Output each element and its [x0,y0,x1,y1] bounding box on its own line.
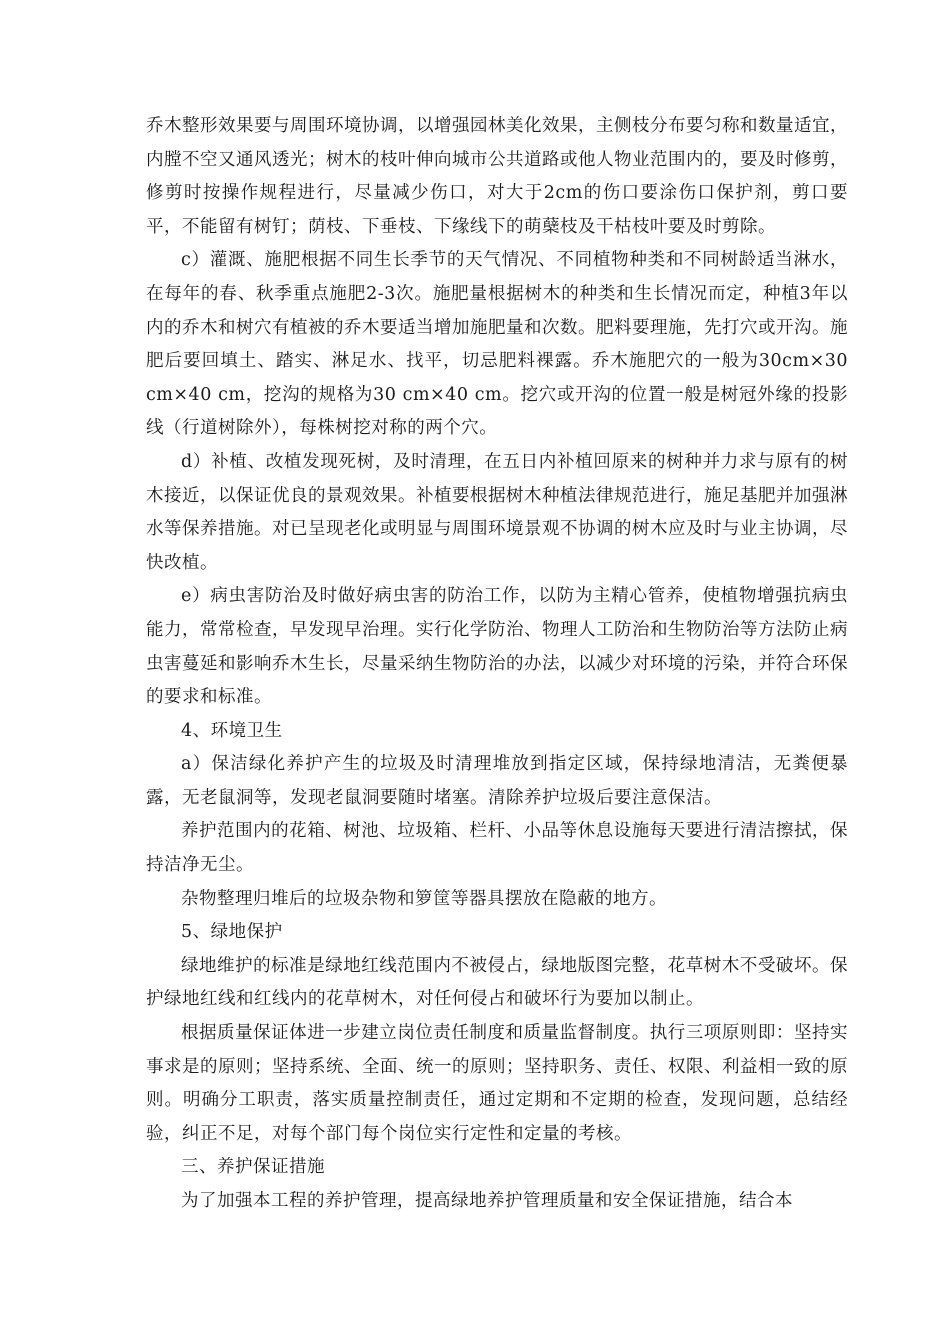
section-heading-maintenance-measures: 三、养护保证措施 [181,1157,325,1178]
paragraph-quality-system: 根据质量保证体进一步建立岗位责任制度和质量监督制度。执行三项原则即：坚持实事求是的原则；坚持系统、全面、统一的原则；坚持职务、责任、权限、利益相一致的原则。明确分工职责，落实质量控制责任，通过定期和不定期的检查，发现问题，总结经验，纠正不足，对每个部门每个岗位实行定性和定量的考核。 [146,1023,848,1144]
paragraph-replanting: d）补植、改植发现死树，及时清理，在五日内补植回原来的树种并力求与原有的树木接近，以保证优良的景观效果。补植要根据树木种植法律规范进行，施足基肥并加强淋水等保养措施。对已呈现老化或明显与周围环境景观不协调的树木应及时与业主协调，尽快改植。 [146,451,848,573]
document-page [146,110,848,1219]
paragraph-irrigation-fertilization: c）灌溉、施肥根据不同生长季节的天气情况、不同植物种类和不同树龄适当淋水，在每年的春、秋季重点施肥2-3次。施肥量根据树木的种类和生长情况而定，种植3年以内的乔木和树穴有植被的乔木要适当增加施肥量和次数。肥料要理施，先打穴或开沟。施肥后要回填土、踏实、淋足水、找平，切忌肥料裸露。乔木施肥穴的一般为30cm×30 cm×40 cm，挖沟的规格为30 cm×40 cm。挖穴或开沟的位置一般是树冠外缘的投影线（行道树除外），每株树挖对称的两个穴。 [146,250,848,439]
paragraph-cleaning: a）保洁绿化养护产生的垃圾及时清理堆放到指定区域，保持绿地清洁，无粪便暴露，无老鼠洞等，发现老鼠洞要随时堵塞。清除养护垃圾后要注意保洁。 [146,754,848,808]
paragraph-green-maintenance-standard: 绿地维护的标准是绿地红线范围内不被侵占，绿地版图完整，花草树木不受破坏。保护绿地红线和红线内的花草树木，对任何侵占和破坏行为要加以制止。 [146,955,848,1010]
section-heading-environmental-sanitation: 4、环境卫生 [181,720,283,741]
paragraph-debris-storage: 杂物整理归堆后的垃圾杂物和箩筐等器具摆放在隐蔽的地方。 [181,888,667,909]
paragraph-tree-pruning: 乔木整形效果要与周围环境协调，以增强园林美化效果，主侧枝分布要匀称和数量适宜，内膛不空又通风透光；树木的枝叶伸向城市公共道路或他人物业范围内的，要及时修剪，修剪时按操作规程进行，尽量减少伤口，对大于2cm的伤口要涂伤口保护剂，剪口要平，不能留有树钉；荫枝、下垂枝、下缘线下的萌蘖枝及干枯枝叶要及时剪除。 [146,116,848,237]
paragraph-maintenance-intro: 为了加强本工程的养护管理，提高绿地养护管理质量和安全保证措施，结合本 [181,1191,793,1211]
paragraph-pest-control: e）病虫害防治及时做好病虫害的防治工作，以防为主精心管养，使植物增强抗病虫能力，常常检查，早发现早治理。实行化学防治、物理人工防治和生物防治等方法防止病虫害蔓延和影响乔木生长，尽量采纳生物防治的办法，以减少对环境的污染，并符合环保的要求和标准。 [146,586,848,708]
section-heading-green-protection: 5、绿地保护 [181,922,283,943]
paragraph-facility-cleaning: 养护范围内的花箱、树池、垃圾箱、栏杆、小品等休息设施每天要进行清洁擦拭，保持洁净无尘。 [146,821,848,876]
